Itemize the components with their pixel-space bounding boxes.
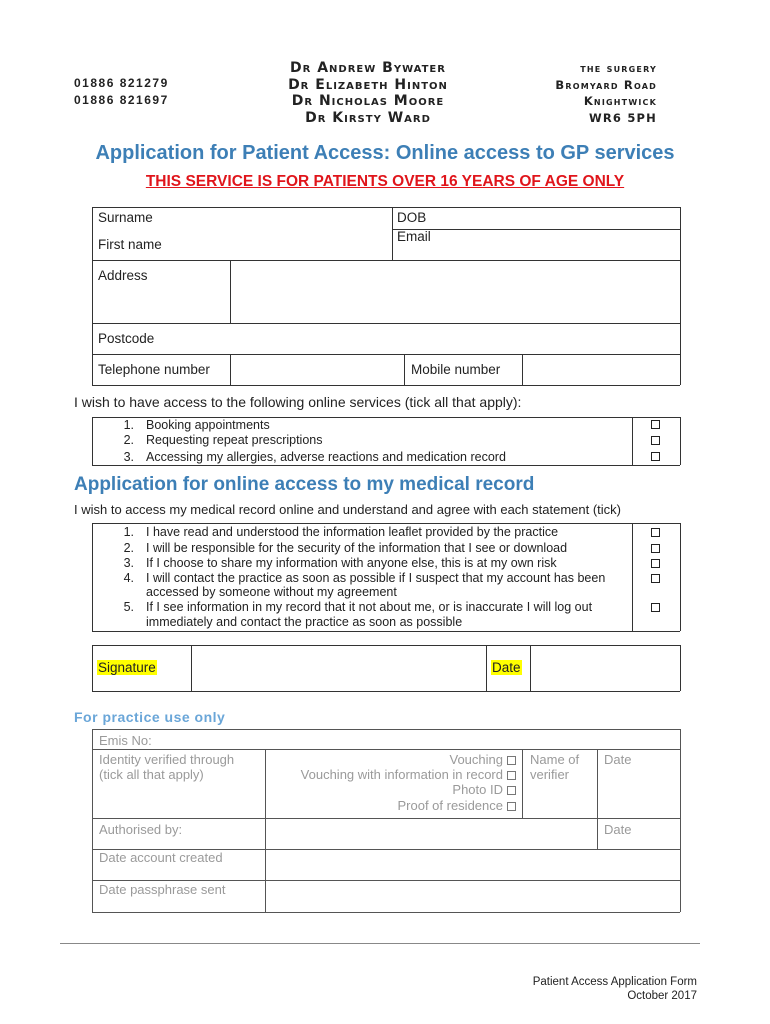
checkbox-photo-id[interactable] — [507, 786, 516, 795]
item-number: 1. — [123, 525, 134, 539]
address-label: Address — [98, 268, 148, 283]
table-border-right — [680, 207, 681, 385]
service-booking: Booking appointments — [146, 418, 270, 432]
statement-sharing: If I choose to share my information with anyone else, this is at my own risk — [146, 556, 557, 570]
identity-label: Identity verified through — [99, 752, 235, 767]
table-border-left — [92, 417, 93, 465]
table-border-left — [92, 523, 93, 631]
item-number: 2. — [123, 541, 134, 555]
col-divider — [230, 354, 231, 385]
option-photo-id-label: Photo ID — [452, 782, 503, 797]
doctor-3: Dr Nicholas Moore — [291, 93, 445, 109]
table-border-left — [92, 729, 93, 912]
checkbox-allergies[interactable] — [651, 452, 660, 461]
footer-form-name: Patient Access Application Form — [532, 976, 697, 988]
table-border-right — [680, 729, 681, 912]
statement-suspect-access: I will contact the practice as soon as possible if I suspect that my account has been — [146, 571, 606, 585]
address-line-3: Knightwick — [583, 94, 657, 108]
table-border-left — [92, 645, 93, 691]
item-number: 4. — [123, 571, 134, 585]
option-vouching — [450, 752, 517, 767]
checkbox-statement-4[interactable] — [651, 574, 660, 583]
table-border-bottom — [92, 465, 680, 466]
item-number: 1. — [123, 418, 134, 432]
option-photo-id — [452, 782, 516, 797]
table-border-right — [680, 417, 681, 465]
authorised-label: Authorised by: — [99, 822, 183, 837]
surname-label: Surname — [98, 210, 153, 225]
statement-suspect-access-cont: accessed by someone without my agreement — [146, 585, 397, 599]
col-divider — [530, 645, 531, 691]
doctor-1: Dr Andrew Bywater — [290, 60, 446, 76]
service-repeat-prescriptions: Requesting repeat prescriptions — [146, 433, 323, 447]
table-border-bottom — [92, 912, 680, 913]
checkbox-statement-5[interactable] — [651, 603, 660, 612]
verifier-label-cont: verifier — [530, 767, 570, 782]
statement-inaccurate-cont: immediately and contact the practice as soon as possible — [146, 615, 463, 629]
email-label: Email — [397, 229, 431, 244]
col-divider — [522, 354, 523, 385]
email-field[interactable] — [394, 230, 679, 259]
col-divider — [597, 749, 598, 849]
doctor-4: Dr Kirsty Ward — [305, 109, 431, 126]
option-proof-residence — [397, 798, 516, 813]
address-line-1: the surgery — [580, 61, 657, 75]
telephone-field[interactable] — [232, 355, 403, 384]
mobile-field[interactable] — [524, 355, 679, 384]
row-divider — [92, 818, 680, 819]
statement-inaccurate: If I see information in my record that it not about me, or is inaccurate I will log out — [146, 600, 593, 614]
address-line-2: Bromyard Road — [555, 77, 657, 92]
col-divider — [522, 749, 523, 818]
record-heading: Application for online access to my medical record — [74, 474, 535, 495]
address-line-4: WR6 5PH — [588, 110, 657, 125]
doctor-2: Dr Elizabeth Hinton — [288, 76, 448, 93]
mobile-label: Mobile number — [411, 362, 501, 377]
address-field[interactable] — [232, 261, 679, 322]
doctors-list — [248, 60, 488, 126]
phone-2: 01886 821697 — [74, 93, 169, 107]
table-border-right — [680, 523, 681, 631]
signature-date-field[interactable] — [532, 646, 679, 690]
checkbox-statement-1[interactable] — [651, 528, 660, 537]
table-border-bottom — [92, 691, 680, 692]
checkbox-proof-residence[interactable] — [507, 802, 516, 811]
signature-label — [97, 660, 157, 675]
table-border-left — [92, 207, 93, 385]
item-number: 2. — [123, 433, 134, 447]
col-divider — [230, 260, 231, 323]
row-divider — [92, 749, 680, 750]
statement-security: I will be responsible for the security of the information that I see or download — [146, 541, 568, 555]
col-divider — [486, 645, 487, 691]
table-border-right — [680, 645, 681, 691]
option-vouching-info — [301, 767, 516, 782]
checkbox-statement-2[interactable] — [651, 544, 660, 553]
date-label — [491, 660, 522, 675]
signature-label-text: Signature — [98, 660, 156, 675]
dob-label: DOB — [397, 210, 427, 225]
dob-field[interactable] — [394, 207, 679, 228]
checkbox-vouching-info[interactable] — [507, 771, 516, 780]
verifier-label: Name of — [530, 752, 580, 767]
account-created-label: Date account created — [99, 850, 223, 865]
identity-hint: (tick all that apply) — [99, 767, 204, 782]
col-divider — [632, 417, 633, 465]
table-border-top — [92, 729, 680, 730]
phone-numbers — [74, 75, 169, 109]
col-divider — [392, 207, 393, 260]
statement-leaflet: I have read and understood the information leaflet provided by the practice — [146, 525, 559, 539]
table-border-top — [92, 523, 680, 524]
table-border-bottom — [92, 631, 680, 632]
row-divider — [92, 880, 680, 881]
record-intro: I wish to access my medical record online and understand and agree with each statement (tick) — [74, 502, 621, 517]
phone-1: 01886 821279 — [74, 76, 169, 90]
option-proof-residence-label: Proof of residence — [397, 798, 503, 813]
footer — [533, 975, 697, 1003]
postcode-label: Postcode — [98, 331, 155, 346]
checkbox-repeat-prescriptions[interactable] — [651, 436, 660, 445]
col-divider — [632, 523, 633, 631]
practice-use-heading: For practice use only — [74, 709, 226, 725]
checkbox-statement-3[interactable] — [651, 559, 660, 568]
first-name-label: First name — [98, 237, 162, 252]
row-divider — [92, 323, 680, 324]
passphrase-sent-label: Date passphrase sent — [99, 882, 226, 897]
telephone-label: Telephone number — [98, 362, 210, 377]
age-warning: THIS SERVICE IS FOR PATIENTS OVER 16 YEARS OF AGE ONLY — [145, 173, 625, 190]
col-divider — [265, 749, 266, 912]
surgery-address — [555, 60, 657, 126]
item-number: 3. — [123, 450, 134, 464]
signature-field[interactable] — [193, 646, 485, 690]
table-border-bottom — [92, 385, 680, 386]
service-allergies: Accessing my allergies, adverse reactions and medication record — [146, 450, 506, 464]
date-label-text: Date — [492, 660, 521, 675]
col-divider — [404, 354, 405, 385]
authorised-date-label: Date — [604, 822, 632, 837]
option-vouching-label: Vouching — [449, 752, 503, 767]
footer-date: October 2017 — [627, 990, 697, 1002]
checkbox-vouching[interactable] — [507, 756, 516, 765]
checkbox-booking[interactable] — [651, 420, 660, 429]
services-intro: I wish to have access to the following online services (tick all that apply): — [74, 394, 522, 410]
verify-date-label: Date — [604, 752, 632, 767]
col-divider — [191, 645, 192, 691]
page-title: Application for Patient Access: Online access to GP services — [95, 142, 675, 164]
item-number: 5. — [123, 600, 134, 614]
option-vouching-info-label: Vouching with information in record — [300, 767, 503, 782]
emis-label: Emis No: — [99, 733, 152, 748]
item-number: 3. — [123, 556, 134, 570]
footer-divider — [60, 943, 700, 944]
